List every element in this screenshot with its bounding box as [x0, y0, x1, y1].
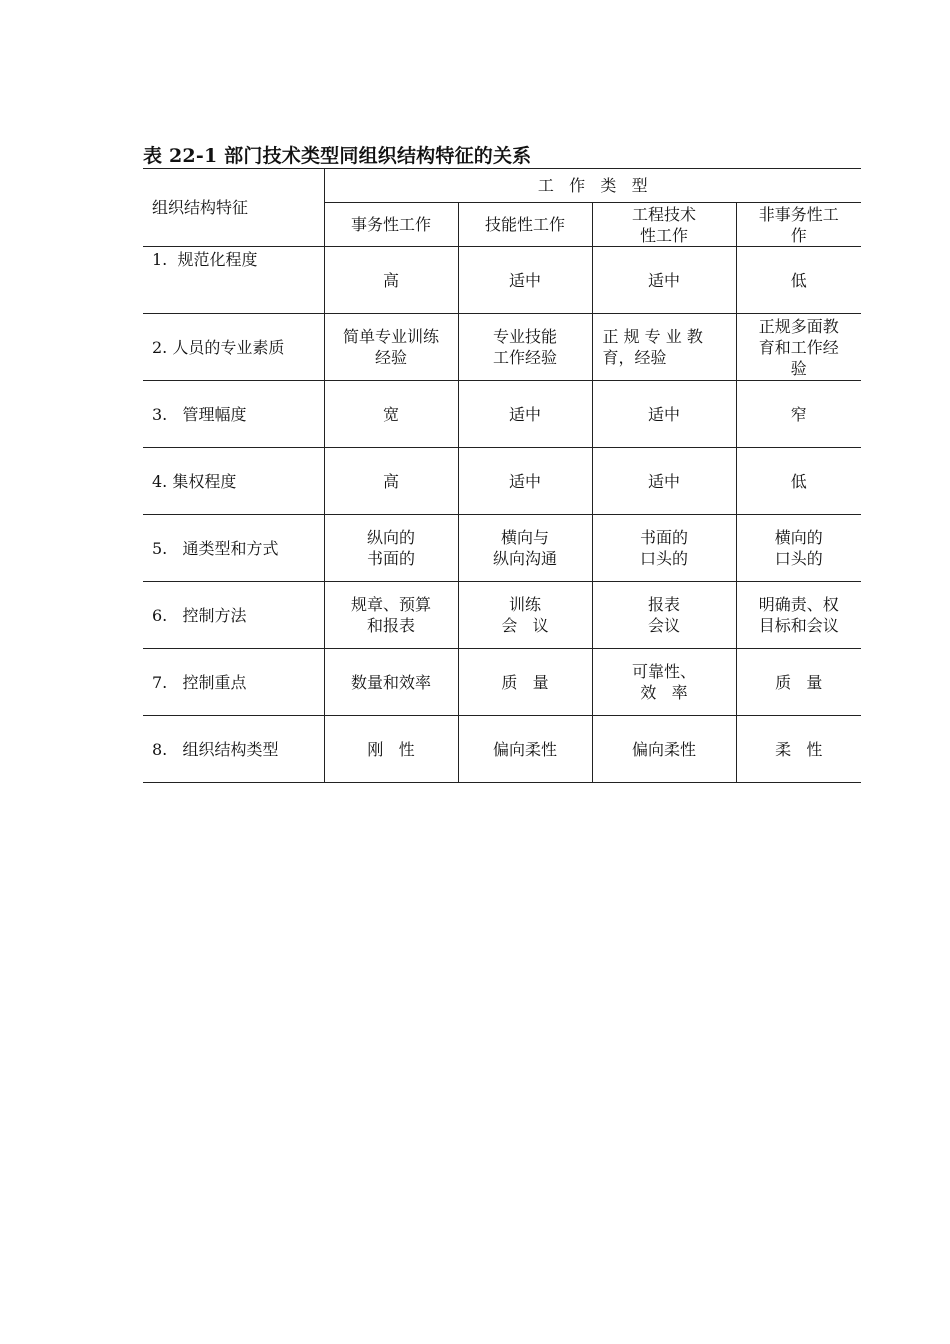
value-cell: [592, 314, 736, 381]
column-header-label: 非事务性工 作: [758, 204, 839, 245]
table-row: [143, 716, 861, 783]
table-row: [143, 448, 861, 515]
cell-value: 数量和效率: [350, 672, 431, 692]
cell-value: 刚 性: [367, 739, 415, 759]
feature-header-cell: [143, 169, 324, 247]
value-cell: [324, 515, 458, 582]
cell-value: 报表 会议: [647, 595, 680, 635]
value-cell: [736, 448, 861, 515]
table-row: [143, 381, 861, 448]
cell-value: 正 规 专 业 教 育，经验: [602, 327, 703, 367]
cell-value: 质 量: [501, 672, 549, 692]
column-header-label: 技能性工作: [484, 215, 565, 234]
table-row: [143, 515, 861, 582]
value-cell: [458, 247, 592, 314]
value-cell: [736, 314, 861, 381]
feature-label: 4. 集权程度: [152, 471, 237, 491]
cell-value: 低: [790, 471, 807, 491]
value-cell: [324, 314, 458, 381]
cell-value: 训练 会 议: [501, 595, 549, 635]
value-cell: [736, 247, 861, 314]
cell-value: 简单专业训练 经验: [342, 327, 439, 367]
cell-value: 偏向柔性: [631, 739, 696, 759]
feature-cell: [143, 649, 324, 716]
cell-value: 高: [382, 270, 399, 290]
value-cell: [592, 716, 736, 783]
value-cell: [736, 716, 861, 783]
cell-value: 适中: [647, 404, 680, 424]
table-row: [143, 649, 861, 716]
column-header-label: 工程技术 性工作: [631, 204, 696, 245]
feature-cell: [143, 381, 324, 448]
feature-cell: [143, 582, 324, 649]
cell-value: 可靠性、 效 率: [631, 662, 696, 702]
feature-label: 6. 控制方法: [152, 605, 247, 625]
feature-cell: [143, 448, 324, 515]
feature-label: 8. 组织结构类型: [152, 739, 279, 759]
column-header-label: 事务性工作: [350, 215, 431, 234]
value-cell: [324, 716, 458, 783]
cell-value: 纵向的 书面的: [366, 528, 415, 568]
value-cell: [736, 649, 861, 716]
value-cell: [324, 582, 458, 649]
cell-value: 适中: [508, 270, 541, 290]
table-row: [143, 314, 861, 381]
value-cell: [592, 448, 736, 515]
column-header-cell: [592, 203, 736, 247]
value-cell: [458, 582, 592, 649]
value-cell: [458, 716, 592, 783]
cell-value: 柔 性: [775, 739, 823, 759]
value-cell: [592, 515, 736, 582]
cell-value: 明确责、权 目标和会议: [758, 595, 839, 635]
cell-value: 横向与 纵向沟通: [492, 528, 557, 568]
feature-label: 3. 管理幅度: [152, 404, 247, 424]
feature-label: 2. 人员的专业素质: [152, 337, 285, 357]
cell-value: 横向的 口头的: [774, 528, 823, 568]
cell-value: 适中: [508, 471, 541, 491]
feature-cell: [143, 247, 324, 314]
value-cell: [458, 314, 592, 381]
value-cell: [324, 247, 458, 314]
value-cell: [736, 582, 861, 649]
value-cell: [458, 649, 592, 716]
work-type-header-cell: [324, 169, 861, 203]
cell-value: 书面的 口头的: [639, 528, 688, 568]
value-cell: [324, 381, 458, 448]
cell-value: 规章、预算 和报表: [350, 595, 431, 635]
value-cell: [458, 381, 592, 448]
feature-cell: [143, 716, 324, 783]
cell-value: 质 量: [775, 672, 823, 692]
cell-value: 专业技能 工作经验: [492, 327, 557, 367]
feature-label: 5. 通类型和方式: [152, 538, 279, 558]
table-row: [143, 247, 861, 314]
column-header-cell: [736, 203, 861, 247]
table-row: [143, 582, 861, 649]
value-cell: [592, 649, 736, 716]
cell-value: 高: [382, 471, 399, 491]
feature-header-label: 组织结构特征: [152, 198, 249, 217]
value-cell: [592, 582, 736, 649]
cell-value: 适中: [647, 471, 680, 491]
value-cell: [736, 381, 861, 448]
cell-value: 低: [790, 270, 807, 290]
value-cell: [592, 381, 736, 448]
cell-value: 正规多面教 育和工作经 验: [758, 316, 839, 378]
work-type-header-label: 工 作 类 型: [537, 176, 648, 195]
column-header-cell: [458, 203, 592, 247]
feature-label: 1. 规范化程度: [152, 250, 258, 269]
header-row-group: [143, 169, 861, 203]
cell-value: 窄: [790, 404, 807, 424]
feature-cell: [143, 515, 324, 582]
column-header-cell: [324, 203, 458, 247]
cell-value: 适中: [647, 270, 680, 290]
value-cell: [324, 448, 458, 515]
value-cell: [592, 247, 736, 314]
feature-label: 7. 控制重点: [152, 672, 247, 692]
value-cell: [458, 515, 592, 582]
cell-value: 偏向柔性: [492, 739, 557, 759]
cell-value: 宽: [382, 404, 399, 424]
value-cell: [458, 448, 592, 515]
relationship-table: [143, 168, 861, 783]
table-caption: 表 22-1 部门技术类型同组织结构特征的关系: [143, 145, 532, 167]
cell-value: 适中: [508, 404, 541, 424]
value-cell: [736, 515, 861, 582]
value-cell: [324, 649, 458, 716]
feature-cell: [143, 314, 324, 381]
